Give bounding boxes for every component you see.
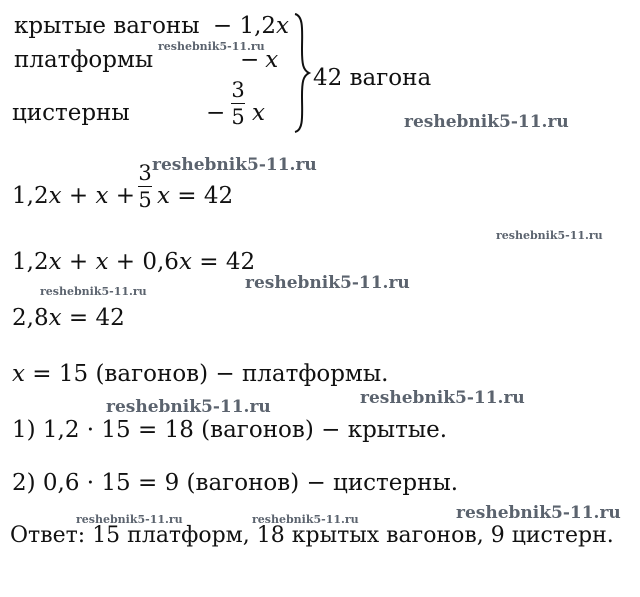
eq2-a: 1,2	[12, 249, 49, 275]
row1-label: крытые вагоны	[14, 13, 200, 39]
equation-1	[12, 182, 135, 210]
equation-3	[12, 304, 125, 332]
watermark: reshebnik5-11.ru	[404, 112, 569, 132]
watermark: reshebnik5-11.ru	[76, 513, 183, 526]
watermark: reshebnik5-11.ru	[496, 229, 603, 242]
watermark: reshebnik5-11.ru	[40, 285, 147, 298]
eq2-g: = 42	[191, 249, 256, 275]
row3-var: x	[252, 100, 265, 126]
eq4-b: = 15 (вагонов) − платформы.	[24, 361, 389, 387]
equation-2	[12, 248, 255, 276]
eq3-b: x	[48, 305, 62, 331]
eq2-f: x	[178, 249, 192, 275]
watermark: reshebnik5-11.ru	[360, 388, 525, 408]
watermark: reshebnik5-11.ru	[158, 40, 265, 53]
eq2-b: x	[48, 249, 62, 275]
eq1-fraction-numerator: 3	[138, 161, 152, 185]
row1-var: x	[276, 13, 290, 39]
eq1-c: +	[61, 183, 96, 209]
row3-fraction-numerator: 3	[231, 78, 245, 102]
system-row-covered-wagons	[14, 12, 289, 40]
watermark: reshebnik5-11.ru	[152, 155, 317, 175]
system-row-tanks	[12, 99, 130, 127]
system-total: 42 вагона	[313, 65, 432, 91]
watermark: reshebnik5-11.ru	[245, 273, 410, 293]
equation-4	[12, 360, 388, 388]
watermark: reshebnik5-11.ru	[456, 503, 621, 523]
eq1-d: x	[95, 183, 109, 209]
fraction-bar	[231, 103, 245, 104]
row3-minus: −	[206, 100, 226, 126]
eq1-f: x	[157, 183, 170, 209]
watermark: reshebnik5-11.ru	[252, 513, 359, 526]
system-row-platforms	[14, 46, 153, 74]
eq1-e: +	[108, 183, 136, 209]
equation-1-tail	[157, 182, 233, 210]
eq2-d: x	[95, 249, 109, 275]
right-brace-icon	[292, 12, 312, 134]
row1-expr: − 1,2	[212, 13, 277, 39]
answer: Ответ: 15 платформ, 18 крытых вагонов, 9 цистерн.	[10, 523, 614, 548]
row2-expr: −	[240, 47, 260, 73]
step-1: 1) 1,2 · 15 = 18 (вагонов) − крытые.	[12, 417, 448, 443]
eq2-e: + 0,6	[108, 249, 179, 275]
eq4-a: x	[12, 361, 25, 387]
eq1-fraction	[138, 163, 152, 211]
step-2: 2) 0,6 · 15 = 9 (вагонов) − цистерны.	[12, 470, 459, 496]
eq1-a: 1,2	[12, 183, 49, 209]
watermark: reshebnik5-11.ru	[106, 397, 271, 417]
eq1-b: x	[48, 183, 62, 209]
row2-label: платформы	[14, 47, 154, 73]
row2-var: x	[265, 47, 279, 73]
row3-fraction-denominator: 5	[231, 105, 245, 129]
row3-fraction	[231, 80, 245, 128]
eq2-c: +	[61, 249, 96, 275]
eq1-fraction-denominator: 5	[138, 188, 152, 212]
row3-label: цистерны	[12, 100, 130, 126]
eq3-c: = 42	[61, 305, 125, 331]
fraction-bar	[138, 186, 152, 187]
eq1-g: = 42	[169, 183, 234, 209]
eq3-a: 2,8	[12, 305, 49, 331]
